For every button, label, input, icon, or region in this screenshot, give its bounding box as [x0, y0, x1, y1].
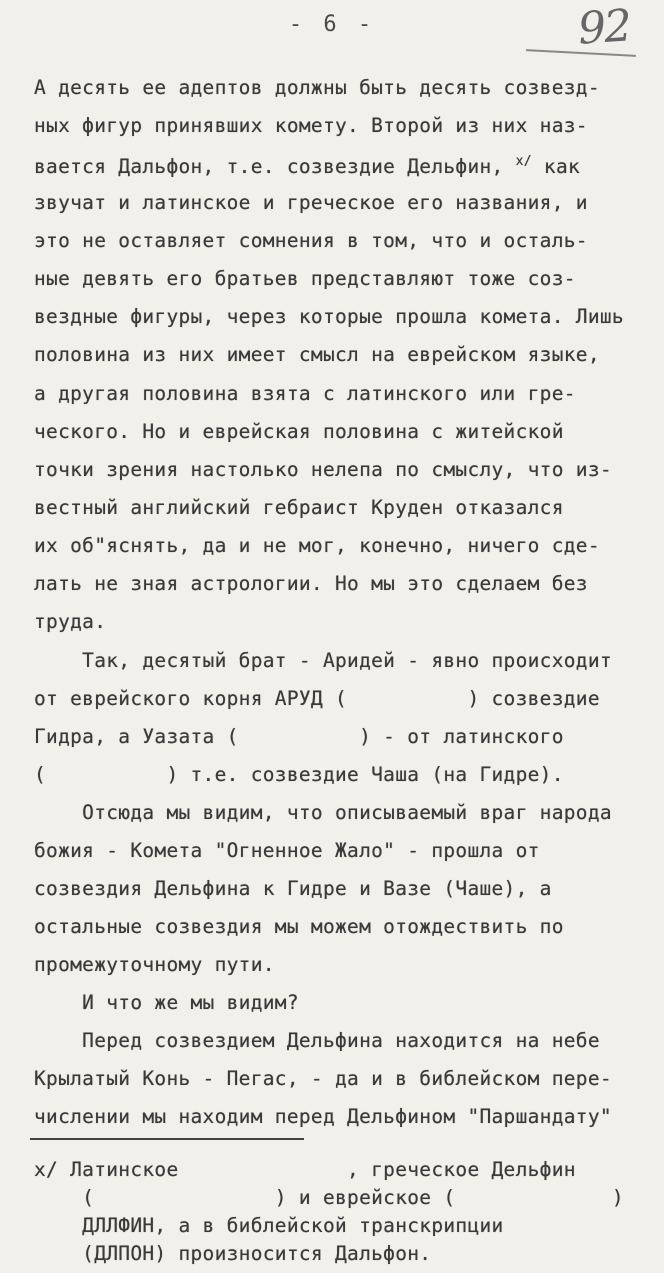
- body-line: Так, десятый брат - Аридей - явно происходит: [34, 649, 612, 672]
- body-line: И что же мы видим?: [34, 991, 299, 1014]
- body-line: Перед созвездием Дельфина находится на небе: [34, 1029, 600, 1052]
- body-line: вестный английский гебраист Круден отказался: [34, 496, 564, 519]
- body-line: божия - Комета "Огненное Жало" - прошла от: [34, 839, 540, 862]
- body-line: а другая половина взята с латинского или гре-: [34, 382, 576, 405]
- footnote-line: x/ Латинское , греческое Дельфин: [34, 1158, 576, 1181]
- body-line: точки зрения настолько нелепа по смыслу, что из-: [34, 458, 612, 481]
- page-number: - 6 -: [288, 12, 376, 37]
- handwritten-page-number: 92: [576, 0, 632, 55]
- body-line: труда.: [34, 610, 107, 633]
- body-line: звучат и латинское и греческое его названия, и: [34, 191, 588, 214]
- body-line: Гидра, а Уазата ( ) - от латинского: [34, 725, 564, 748]
- body-line: Крылатый Конь - Пегас, - да и в библейском пере-: [34, 1067, 612, 1090]
- body-line: ные девять его братьев представляют тоже соз-: [34, 267, 576, 290]
- body-line: половина из них имеет смысл на еврейском языке,: [34, 343, 600, 366]
- body-line: числении мы находим перед Дельфином "Паршандату": [34, 1105, 612, 1128]
- footnote-line: ( ) и еврейское ( ): [34, 1186, 624, 1209]
- body-line: созвездия Дельфина к Гидре и Вазе (Чаше), а: [34, 877, 552, 900]
- body-line-text: как: [531, 155, 581, 178]
- footnote-line: (ДЛПОН) произносится Дальфон.: [34, 1242, 432, 1265]
- footnote-line: ДЛЛФИН, а в библейской транскрипции: [34, 1214, 504, 1237]
- body-line: это не оставляет сомнения в том, что и осталь-: [34, 229, 588, 252]
- body-line: ных фигур принявших комету. Второй из них наз-: [34, 114, 588, 137]
- footnote-separator: [30, 1138, 304, 1140]
- body-line: от еврейского корня АРУД ( ) созвездие: [34, 687, 600, 710]
- body-line: вездные фигуры, через которые прошла комета. Лишь: [34, 305, 624, 328]
- body-line: Отсюда мы видим, что описываемый враг народа: [34, 801, 612, 824]
- body-line-text: вается Дальфон, т.е. созвездие Дельфин,: [34, 155, 516, 178]
- footnote-reference: x/: [515, 154, 532, 169]
- body-line: [34, 155, 638, 177]
- body-line: остальные созвездия мы можем отождествить по: [34, 915, 564, 938]
- body-line: их об"яснять, да и не мог, конечно, ничего сде-: [34, 534, 600, 557]
- body-line: ческого. Но и еврейская половина с житейской: [34, 420, 564, 443]
- body-line: лать не зная астрологии. Но мы это сделаем без: [34, 572, 588, 595]
- body-line: промежуточному пути.: [34, 953, 275, 976]
- body-line: ( ) т.е. созвездие Чаша (на Гидре).: [34, 763, 564, 786]
- body-line: А десять ее адептов должны быть десять созвезд-: [34, 76, 600, 99]
